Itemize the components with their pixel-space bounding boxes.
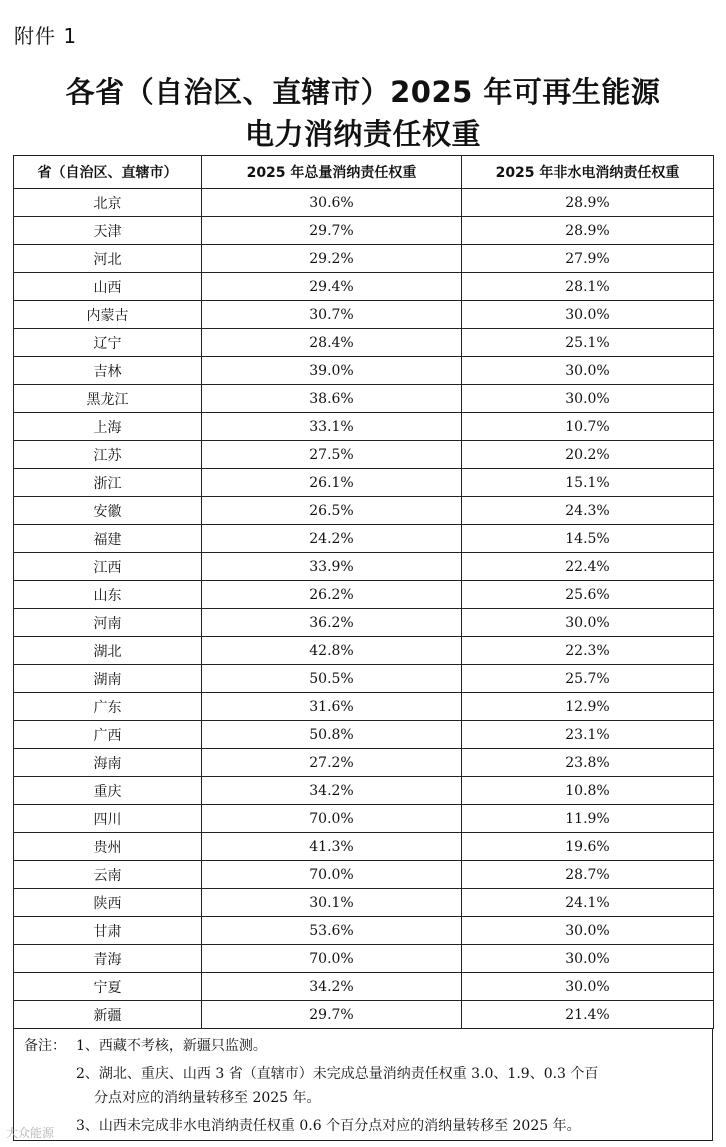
cell-non-hydro-weight: 30.0% [462,973,714,1001]
cell-total-weight: 50.5% [202,665,462,693]
cell-total-weight: 31.6% [202,693,462,721]
table-row [14,441,714,469]
table-row [14,889,714,917]
cell-province: 江苏 [14,441,202,469]
table-body [14,189,714,1029]
cell-province: 天津 [14,217,202,245]
cell-province: 内蒙古 [14,301,202,329]
cell-non-hydro-weight: 22.4% [462,553,714,581]
cell-non-hydro-weight: 24.1% [462,889,714,917]
cell-province: 青海 [14,945,202,973]
cell-non-hydro-weight: 10.8% [462,777,714,805]
cell-total-weight: 53.6% [202,917,462,945]
cell-province: 黑龙江 [14,385,202,413]
cell-non-hydro-weight: 14.5% [462,525,714,553]
cell-non-hydro-weight: 27.9% [462,245,714,273]
table-row [14,525,714,553]
table-row [14,553,714,581]
cell-total-weight: 33.1% [202,413,462,441]
cell-total-weight: 33.9% [202,553,462,581]
table-row [14,833,714,861]
cell-province: 重庆 [14,777,202,805]
cell-total-weight: 30.1% [202,889,462,917]
cell-non-hydro-weight: 10.7% [462,413,714,441]
cell-province: 浙江 [14,469,202,497]
cell-province: 云南 [14,861,202,889]
header-total-weight: 2025 年总量消纳责任权重 [202,156,462,189]
cell-total-weight: 36.2% [202,609,462,637]
note-item-2-continued: 分点对应的消纳量转移至 2025 年。 [94,1090,321,1106]
notes-label: 备注： [24,1038,66,1054]
cell-total-weight: 29.7% [202,1001,462,1029]
cell-province: 广西 [14,721,202,749]
cell-province: 吉林 [14,357,202,385]
table-row [14,385,714,413]
cell-total-weight: 39.0% [202,357,462,385]
cell-total-weight: 29.7% [202,217,462,245]
cell-non-hydro-weight: 20.2% [462,441,714,469]
note-item-2: 2、湖北、重庆、山西 3 省（直辖市）未完成总量消纳责任权重 3.0、1.9、0.3 个百 [76,1066,599,1082]
cell-province: 河北 [14,245,202,273]
table-row [14,665,714,693]
cell-non-hydro-weight: 19.6% [462,833,714,861]
table-row [14,469,714,497]
cell-total-weight: 70.0% [202,945,462,973]
cell-non-hydro-weight: 28.9% [462,189,714,217]
cell-province: 山西 [14,273,202,301]
cell-total-weight: 38.6% [202,385,462,413]
cell-province: 湖北 [14,637,202,665]
cell-total-weight: 29.2% [202,245,462,273]
cell-total-weight: 26.2% [202,581,462,609]
cell-non-hydro-weight: 15.1% [462,469,714,497]
table-row [14,497,714,525]
table-row [14,413,714,441]
cell-total-weight: 27.2% [202,749,462,777]
cell-non-hydro-weight: 28.7% [462,861,714,889]
cell-total-weight: 30.7% [202,301,462,329]
table-row [14,189,714,217]
table-row [14,777,714,805]
document-title-line-1: 各省（自治区、直辖市）2025 年可再生能源 [65,75,661,109]
cell-non-hydro-weight: 30.0% [462,609,714,637]
cell-non-hydro-weight: 30.0% [462,385,714,413]
table-row [14,581,714,609]
table-row [14,973,714,1001]
header-province: 省（自治区、直辖市） [14,156,202,189]
table-row [14,273,714,301]
watermark-logo: 大众能源 [6,1126,55,1140]
cell-province: 宁夏 [14,973,202,1001]
cell-non-hydro-weight: 30.0% [462,917,714,945]
cell-province: 河南 [14,609,202,637]
table-row [14,245,714,273]
cell-province: 江西 [14,553,202,581]
table-row [14,805,714,833]
notes-box [13,1029,713,1141]
cell-province: 辽宁 [14,329,202,357]
cell-non-hydro-weight: 21.4% [462,1001,714,1029]
cell-non-hydro-weight: 25.6% [462,581,714,609]
table-row [14,329,714,357]
cell-total-weight: 41.3% [202,833,462,861]
cell-province: 海南 [14,749,202,777]
note-item-3: 3、山西未完成非水电消纳责任权重 0.6 个百分点对应的消纳量转移至 2025 年。 [76,1118,581,1134]
cell-non-hydro-weight: 30.0% [462,301,714,329]
cell-province: 新疆 [14,1001,202,1029]
table-header-row [14,156,714,189]
cell-total-weight: 27.5% [202,441,462,469]
cell-province: 安徽 [14,497,202,525]
table-row [14,217,714,245]
table-row [14,357,714,385]
cell-total-weight: 26.5% [202,497,462,525]
table-row [14,637,714,665]
cell-province: 四川 [14,805,202,833]
cell-non-hydro-weight: 12.9% [462,693,714,721]
table-row [14,861,714,889]
table-row [14,1001,714,1029]
table-row [14,693,714,721]
cell-total-weight: 70.0% [202,861,462,889]
cell-total-weight: 42.8% [202,637,462,665]
cell-non-hydro-weight: 30.0% [462,945,714,973]
cell-non-hydro-weight: 22.3% [462,637,714,665]
cell-total-weight: 26.1% [202,469,462,497]
attachment-label: 附件 1 [14,24,78,48]
cell-non-hydro-weight: 30.0% [462,357,714,385]
cell-province: 陕西 [14,889,202,917]
cell-non-hydro-weight: 23.8% [462,749,714,777]
cell-non-hydro-weight: 28.9% [462,217,714,245]
cell-province: 北京 [14,189,202,217]
cell-total-weight: 24.2% [202,525,462,553]
cell-province: 广东 [14,693,202,721]
cell-province: 甘肃 [14,917,202,945]
cell-total-weight: 29.4% [202,273,462,301]
cell-total-weight: 28.4% [202,329,462,357]
table-row [14,721,714,749]
table-row [14,945,714,973]
cell-total-weight: 30.6% [202,189,462,217]
note-item-1: 1、西藏不考核，新疆只监测。 [76,1038,267,1054]
header-non-hydro-weight: 2025 年非水电消纳责任权重 [462,156,714,189]
table-row [14,917,714,945]
responsibility-weight-table [13,155,714,1029]
table-row [14,301,714,329]
document-title-line-2: 电力消纳责任权重 [244,117,481,151]
cell-non-hydro-weight: 28.1% [462,273,714,301]
cell-non-hydro-weight: 25.1% [462,329,714,357]
table-row [14,749,714,777]
cell-province: 湖南 [14,665,202,693]
cell-province: 山东 [14,581,202,609]
cell-province: 福建 [14,525,202,553]
cell-province: 贵州 [14,833,202,861]
cell-non-hydro-weight: 23.1% [462,721,714,749]
cell-non-hydro-weight: 24.3% [462,497,714,525]
cell-province: 上海 [14,413,202,441]
cell-non-hydro-weight: 25.7% [462,665,714,693]
cell-non-hydro-weight: 11.9% [462,805,714,833]
cell-total-weight: 34.2% [202,973,462,1001]
cell-total-weight: 50.8% [202,721,462,749]
table-row [14,609,714,637]
cell-total-weight: 70.0% [202,805,462,833]
cell-total-weight: 34.2% [202,777,462,805]
